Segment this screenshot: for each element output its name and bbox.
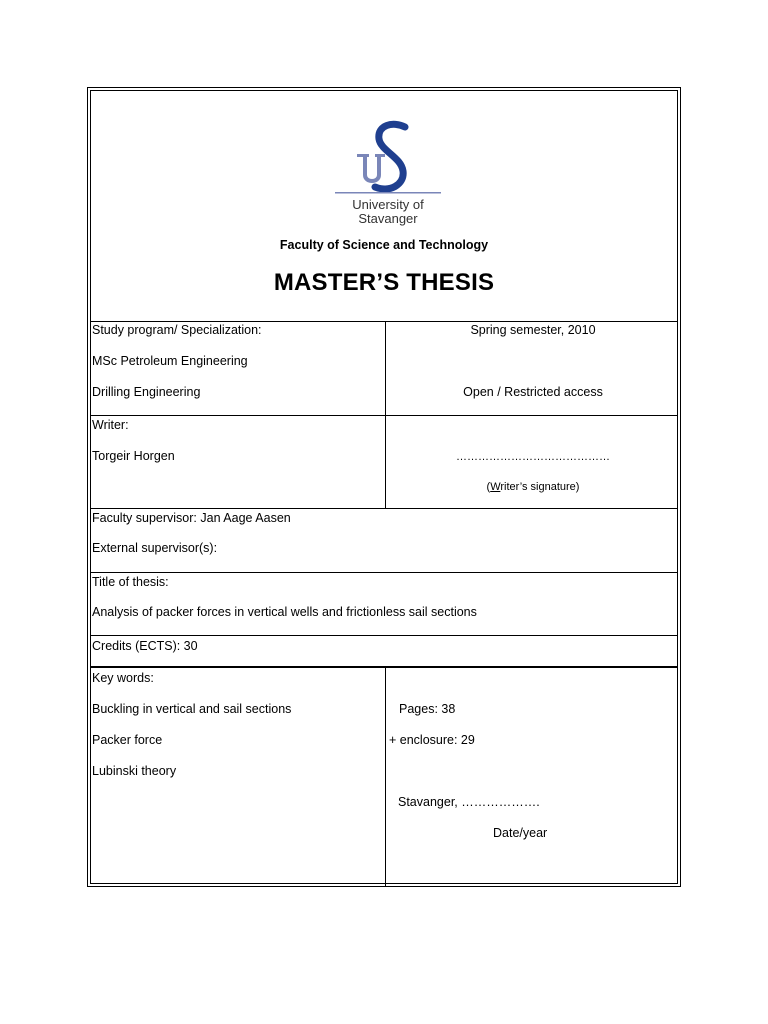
keyword-item: Lubinski theory	[92, 764, 177, 778]
faculty-supervisor: Faculty supervisor: Jan Aage Aasen	[92, 511, 291, 525]
keywords-label: Key words:	[92, 671, 154, 685]
signature-caption: (Writer’s signature)	[486, 481, 580, 493]
row-divider	[91, 572, 677, 573]
thesis-cover-form	[87, 87, 681, 887]
form-inner-border	[90, 90, 678, 884]
university-name-line2: Stavanger	[358, 211, 418, 226]
university-logo	[335, 117, 441, 229]
row-divider	[91, 635, 677, 636]
row-divider-double	[91, 666, 677, 668]
document-title: MASTER’S THESIS	[273, 269, 495, 296]
writer-name: Torgeir Horgen	[92, 449, 175, 463]
signature-line: ……………………………………	[456, 451, 610, 463]
semester: Spring semester, 2010	[470, 323, 596, 337]
row-divider	[91, 415, 677, 416]
university-name-line1: University of	[352, 197, 424, 212]
thesis-title-value: Analysis of packer forces in vertical wells and frictionless sail sections	[92, 605, 477, 619]
faculty-name: Faculty of Science and Technology	[279, 238, 489, 252]
writer-label: Writer:	[92, 418, 129, 432]
date-year-label: Date/year	[493, 826, 548, 840]
specialization-value: Drilling Engineering	[92, 385, 201, 399]
keyword-item: Packer force	[92, 733, 163, 747]
thesis-title-label: Title of thesis:	[92, 575, 169, 589]
access-type: Open / Restricted access	[463, 385, 603, 399]
external-supervisor: External supervisor(s):	[92, 541, 218, 555]
place-date: Stavanger, ……………….	[398, 795, 540, 809]
keyword-item: Buckling in vertical and sail sections	[92, 702, 292, 716]
page-count: Pages: 38	[399, 702, 456, 716]
credits: Credits (ECTS): 30	[92, 639, 198, 653]
study-program-value: MSc Petroleum Engineering	[92, 354, 248, 368]
row-divider	[91, 508, 677, 509]
enclosure-count: + enclosure: 29	[389, 733, 475, 747]
study-program-label: Study program/ Specialization:	[92, 323, 262, 337]
column-divider	[385, 668, 386, 886]
